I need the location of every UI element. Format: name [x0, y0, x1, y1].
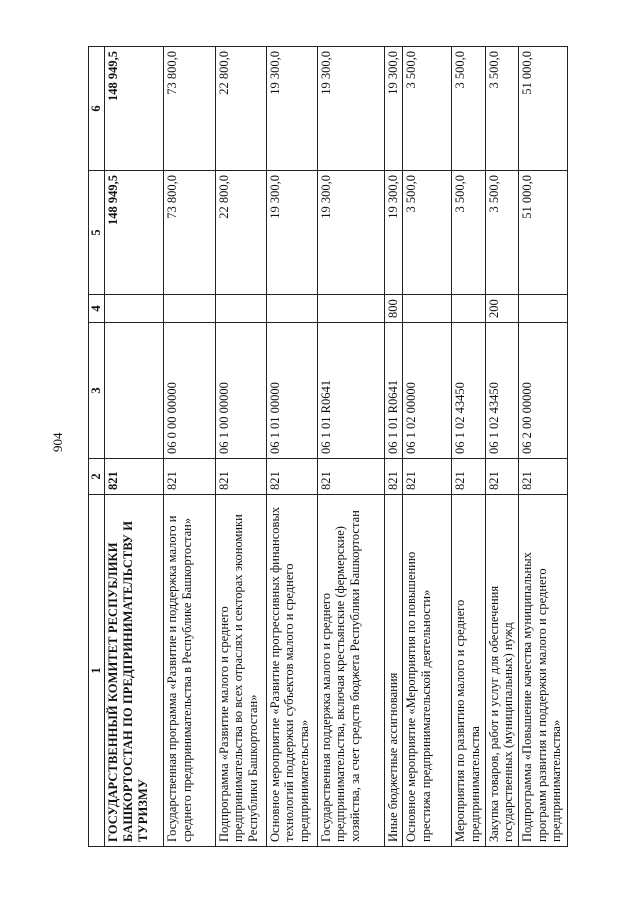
- table-header-row: [89, 47, 105, 847]
- header-cell: 2: [89, 459, 105, 495]
- row-name-cell: Государственная программа «Развитие и поддержка малого и среднего предпринимательства в Республике Башкортостан»: [164, 495, 215, 847]
- row-name-cell: Закупка товаров, работ и услуг для обеспечения государственных (муниципальных) нужд: [485, 495, 518, 847]
- row-admin-cell: 821: [385, 459, 403, 495]
- row-name-cell: Государственная поддержка малого и среднего предпринимательства, включая крестьянские (фермерские) хозяйства, за счет средств бюджета Республики Башкортостан: [317, 495, 384, 847]
- row-admin-cell: 821: [164, 459, 215, 495]
- row-code-cell: 06 1 02 43450: [452, 323, 485, 459]
- row-code-cell: 06 2 00 00000: [518, 323, 567, 459]
- row-amount-cell: 19 300,0: [317, 47, 384, 171]
- row-name-cell: Подпрограмма «Повышение качества муниципальных программ развития и поддержки малого и среднего предпринимательства»: [518, 495, 567, 847]
- row-admin-cell: 821: [215, 459, 266, 495]
- row-amount-cell: 148 949,5: [105, 47, 164, 171]
- row-name-cell: ГОСУДАРСТВЕННЫЙ КОМИТЕТ РЕСПУБЛИКИ БАШКОРТОСТАН ПО ПРЕДПРИНИМАТЕЛЬСТВУ И ТУРИЗМУ: [105, 495, 164, 847]
- row-type-cell: [452, 295, 485, 323]
- row-admin-cell: 821: [266, 459, 317, 495]
- row-amount-cell: 19 300,0: [266, 171, 317, 295]
- row-name-cell: Основное мероприятие «Мероприятия по повышению престижа предпринимательской деятельности»: [403, 495, 452, 847]
- row-type-cell: [105, 295, 164, 323]
- row-amount-cell: 22 800,0: [215, 47, 266, 171]
- table-row: [317, 47, 384, 847]
- table-row: [403, 47, 452, 847]
- row-admin-cell: 821: [452, 459, 485, 495]
- row-type-cell: 800: [385, 295, 403, 323]
- row-type-cell: [215, 295, 266, 323]
- row-amount-cell: 3 500,0: [452, 47, 485, 171]
- table-row: [105, 47, 164, 847]
- table-row: [215, 47, 266, 847]
- row-code-cell: 06 1 01 00000: [266, 323, 317, 459]
- row-type-cell: [164, 295, 215, 323]
- budget-table: [88, 46, 568, 847]
- row-type-cell: [403, 295, 452, 323]
- row-admin-cell: 821: [317, 459, 384, 495]
- row-amount-cell: 148 949,5: [105, 171, 164, 295]
- row-amount-cell: 73 800,0: [164, 171, 215, 295]
- row-code-cell: 06 1 01 R0641: [317, 323, 384, 459]
- row-name-cell: Основное мероприятие «Развитие прогрессивных финансовых технологий поддержки субъектов малого и среднего предпринимательства»: [266, 495, 317, 847]
- row-amount-cell: 51 000,0: [518, 47, 567, 171]
- row-type-cell: [266, 295, 317, 323]
- row-code-cell: 06 1 01 R0641: [385, 323, 403, 459]
- row-code-cell: 06 1 02 00000: [403, 323, 452, 459]
- row-type-cell: [317, 295, 384, 323]
- row-amount-cell: 3 500,0: [485, 47, 518, 171]
- row-amount-cell: 19 300,0: [317, 171, 384, 295]
- header-cell: 3: [89, 323, 105, 459]
- row-amount-cell: 3 500,0: [485, 171, 518, 295]
- table-row: [518, 47, 567, 847]
- row-admin-cell: 821: [518, 459, 567, 495]
- row-type-cell: 200: [485, 295, 518, 323]
- row-amount-cell: 19 300,0: [266, 47, 317, 171]
- row-admin-cell: 821: [485, 459, 518, 495]
- row-amount-cell: 73 800,0: [164, 47, 215, 171]
- row-name-cell: Иные бюджетные ассигнования: [385, 495, 403, 847]
- header-cell: 1: [89, 495, 105, 847]
- page-number: 904: [50, 432, 65, 452]
- row-amount-cell: 19 300,0: [385, 171, 403, 295]
- row-code-cell: 06 1 02 43450: [485, 323, 518, 459]
- row-code-cell: [105, 323, 164, 459]
- row-amount-cell: 19 300,0: [385, 47, 403, 171]
- row-amount-cell: 3 500,0: [452, 171, 485, 295]
- rotated-table-container: [88, 47, 568, 847]
- header-cell: 4: [89, 295, 105, 323]
- row-amount-cell: 22 800,0: [215, 171, 266, 295]
- table-row: [452, 47, 485, 847]
- row-admin-cell: 821: [403, 459, 452, 495]
- row-name-cell: Подпрограмма «Развитие малого и среднего предпринимательства во всех отраслях и секторах экономики Республики Башкортостан»: [215, 495, 266, 847]
- row-type-cell: [518, 295, 567, 323]
- header-cell: 6: [89, 47, 105, 171]
- row-amount-cell: 3 500,0: [403, 171, 452, 295]
- row-code-cell: 06 0 00 00000: [164, 323, 215, 459]
- row-name-cell: Мероприятия по развитию малого и среднего предпринимательства: [452, 495, 485, 847]
- table-row: [164, 47, 215, 847]
- row-admin-cell: 821: [105, 459, 164, 495]
- row-amount-cell: 51 000,0: [518, 171, 567, 295]
- row-amount-cell: 3 500,0: [403, 47, 452, 171]
- header-cell: 5: [89, 171, 105, 295]
- table-row: [385, 47, 403, 847]
- table-row: [266, 47, 317, 847]
- row-code-cell: 06 1 00 00000: [215, 323, 266, 459]
- table-row: [485, 47, 518, 847]
